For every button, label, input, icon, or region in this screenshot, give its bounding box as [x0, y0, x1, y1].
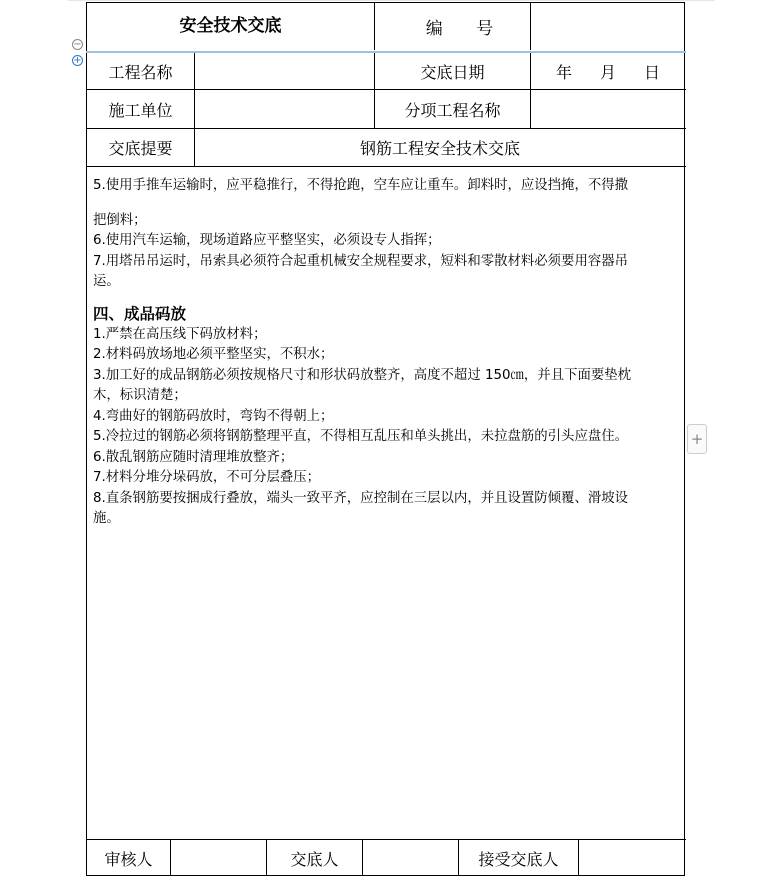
- sub-project-label: 分项工程名称: [404, 100, 501, 120]
- contractor-label: 施工单位: [108, 100, 173, 120]
- content-line: 施。: [93, 511, 120, 526]
- plus-icon[interactable]: +: [687, 424, 707, 454]
- content-line: 4.弯曲好的钢筋码放时，弯钩不得朝上；: [93, 408, 334, 424]
- content-line: 7.材料分堆分垛码放，不可分层叠压；: [93, 470, 321, 485]
- date-year: 年: [555, 62, 572, 82]
- content-line: 8.直条钢筋要按捆成行叠放，端头一致平齐，应控制在三层以内，并且设置防倾覆、滑坡设: [93, 490, 629, 506]
- disclosure-date-label: 交底日期: [420, 62, 485, 82]
- number-field[interactable]: [531, 3, 685, 50]
- content-line: 7.用塔吊吊运时，吊索具必须符合起重机械安全规程要求，短料和零散材料必须要用容器吊: [93, 253, 629, 269]
- content-line: 把倒料；: [93, 212, 147, 228]
- sub-project-field[interactable]: [531, 90, 685, 128]
- content-line: 6.使用汽车运输，现场道路应平整坚实，必须设专人指挥；: [93, 233, 441, 248]
- content-line: 5.冷拉过的钢筋必须将钢筋整理平直，不得相互乱压和单头挑出，未拉盘筋的引头应盘住。: [93, 429, 629, 444]
- contractor-field[interactable]: [195, 90, 374, 128]
- discloser-label: 交底人: [290, 849, 339, 869]
- row-divider: [86, 166, 686, 167]
- receiver-field[interactable]: [579, 840, 685, 876]
- reviewer-field[interactable]: [171, 840, 266, 876]
- content-line: 运。: [93, 274, 120, 289]
- summary-field[interactable]: 钢筋工程安全技术交底: [359, 139, 520, 158]
- section-heading: 四、成品码放: [93, 304, 187, 323]
- content-line: 5.使用手推车运输时，应平稳推行，不得抢跑，空车应让重车。卸料时，应设挡掩，不得撒: [93, 178, 629, 193]
- date-month: 月: [599, 62, 616, 82]
- project-name-field[interactable]: [195, 53, 374, 89]
- reviewer-label: 审核人: [104, 849, 153, 869]
- plus-circle-icon[interactable]: +: [73, 55, 82, 66]
- discloser-field[interactable]: [363, 840, 458, 876]
- number-label: 编 号: [425, 19, 508, 39]
- receiver-label: 接受交底人: [478, 849, 559, 869]
- content-line: 3.加工好的成品钢筋必须按规格尺寸和形状码放整齐，高度不超过 150㎝，并且下面要垫枕: [93, 367, 632, 383]
- page-top-edge: [68, 0, 715, 1]
- content-line: 2.材料码放场地必须平整坚实，不积水；: [93, 347, 334, 362]
- date-day: 日: [644, 62, 661, 82]
- content-line: 6.散乱钢筋应随时清理堆放整齐；: [93, 449, 294, 465]
- content-line: 木，标识清楚；: [93, 388, 187, 403]
- project-name-label: 工程名称: [108, 62, 173, 82]
- minus-circle-icon[interactable]: −: [73, 39, 82, 50]
- summary-label: 交底提要: [108, 139, 173, 158]
- disclosure-date-field[interactable]: [531, 53, 685, 89]
- disclosure-content[interactable]: [93, 176, 683, 530]
- form-title: 安全技术交底: [179, 15, 282, 36]
- content-line: 1.严禁在高压线下码放材料；: [93, 326, 267, 342]
